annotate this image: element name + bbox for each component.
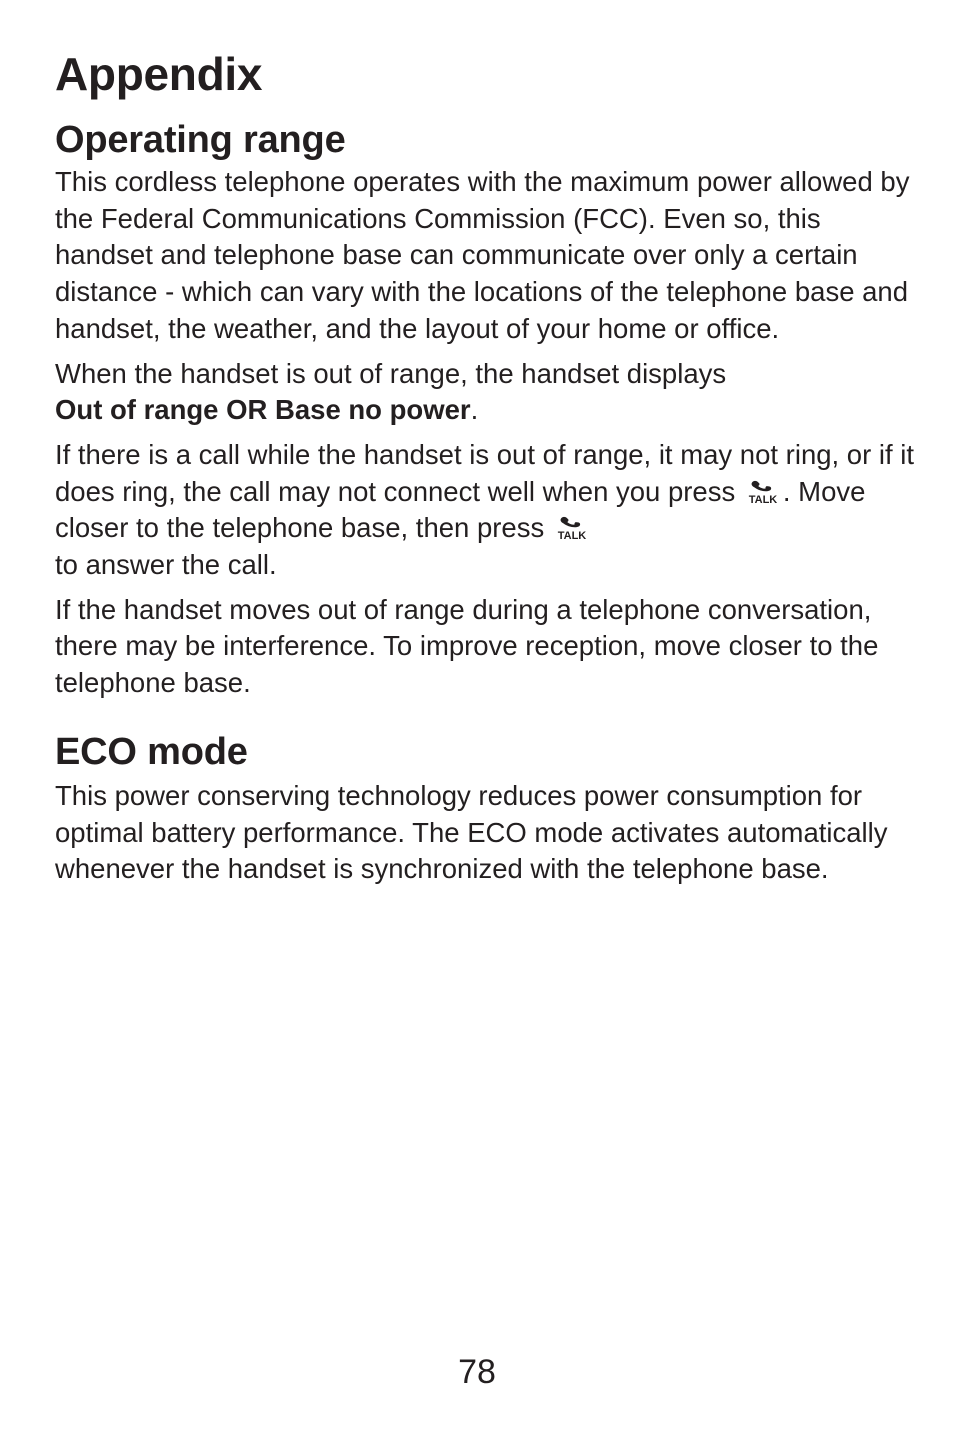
para3-part1: If there is a call while the handset is out of range, it may not ring, or if it does ring, the call may not connect well when you press xyxy=(55,438,915,507)
operating-range-heading: Operating range xyxy=(55,119,346,161)
para2-suffix: . xyxy=(470,394,479,426)
talk-key-label-2: TALK xyxy=(557,530,587,542)
eco-mode-heading: ECO mode xyxy=(55,730,248,773)
operating-range-paragraph-3 xyxy=(55,437,915,584)
para2-prefix: When the handset is out of range, the handset displays xyxy=(55,357,727,389)
chapter-title: Appendix xyxy=(55,48,263,100)
page-number: 78 xyxy=(458,1353,496,1391)
operating-range-paragraph-1: This cordless telephone operates with the maximum power allowed by the Federal Communications Commission (FCC). Even so, this handset and telephone base can communicate over only a certain distance - which can vary with the locations of the telephone base and handset, the weather, and the layout of your home or office. xyxy=(55,166,910,344)
page-content xyxy=(55,44,915,888)
out-of-range-display-text: Out of range OR Base no power xyxy=(55,394,471,426)
talk-key-icon xyxy=(552,513,592,541)
para3-part3: to answer the call. xyxy=(55,549,277,581)
operating-range-paragraph-2 xyxy=(55,356,915,429)
talk-key-icon xyxy=(743,477,783,505)
talk-key-label-1: TALK xyxy=(748,493,778,505)
eco-mode-paragraph-1: This power conserving technology reduces power consumption for optimal battery performance. The ECO mode activates automatically whenever the handset is synchronized with the telephone base. xyxy=(55,779,888,885)
para3-part2: . Move closer to the telephone base, then press xyxy=(55,475,866,544)
operating-range-paragraph-4: If the handset moves out of range during a telephone conversation, there may be interference. To improve reception, move closer to the telephone base. xyxy=(55,593,879,699)
